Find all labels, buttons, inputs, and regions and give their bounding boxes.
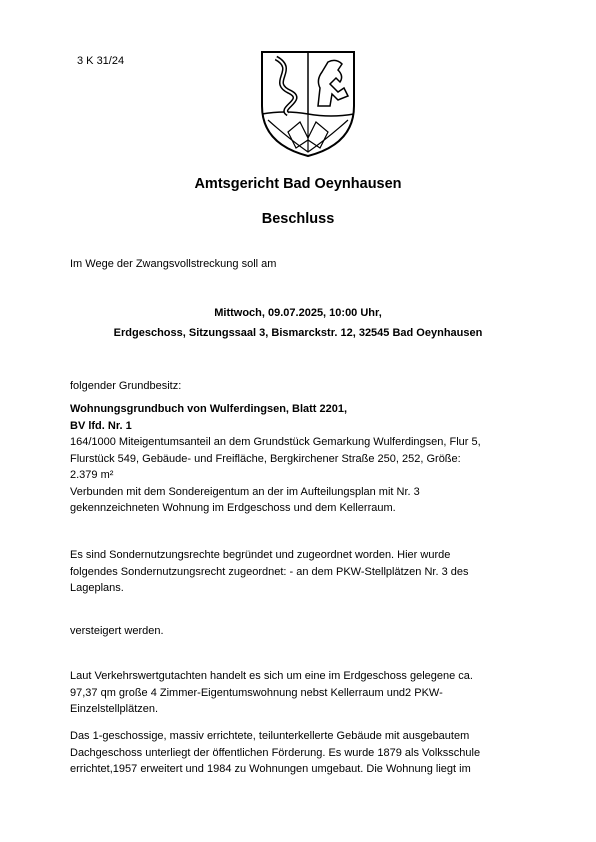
auction-date: Mittwoch, 09.07.2025, 10:00 Uhr, xyxy=(214,307,382,319)
property-intro: folgender Grundbesitz: xyxy=(70,380,182,392)
valuation-line: Laut Verkehrswertgutachten handelt es sich um eine im Erdgeschoss gelegene ca. xyxy=(70,670,473,682)
intro-text: Im Wege der Zwangsvollstreckung soll am xyxy=(70,258,277,270)
bv-number: BV lfd. Nr. 1 xyxy=(70,419,132,432)
property-line: 164/1000 Miteigentumsanteil an dem Grundstück Gemarkung Wulferdingsen, Flur 5, xyxy=(70,436,481,448)
building-line: errichtet,1957 erweitert und 1984 zu Wohnungen umgebaut. Die Wohnung liegt im xyxy=(70,763,471,775)
valuation-line: 97,37 qm große 4 Zimmer-Eigentumswohnung nebst Kellerraum und2 PKW- xyxy=(70,686,443,699)
case-number: 3 K 31/24 xyxy=(77,55,125,67)
document-type-title: Beschluss xyxy=(261,211,335,227)
property-section xyxy=(70,401,540,517)
special-rights-paragraph xyxy=(70,547,540,597)
auction-location: Erdgeschoss, Sitzungssaal 3, Bismarckstr. 12, 32545 Bad Oeynhausen xyxy=(113,327,483,339)
property-line: 2.379 m² xyxy=(70,469,114,481)
property-line: gekennzeichneten Wohnung im Erdgeschoss und dem Kellerraum. xyxy=(70,502,396,514)
auction-text: versteigert werden. xyxy=(70,625,164,637)
land-register-heading: Wohnungsgrundbuch von Wulferdingsen, Blatt 2201, xyxy=(70,403,348,415)
nrw-coat-of-arms-icon xyxy=(258,48,358,160)
special-rights-line: Es sind Sondernutzungsrechte begründet und zugeordnet worden. Hier wurde xyxy=(70,549,451,561)
court-name: Amtsgericht Bad Oeynhausen xyxy=(194,176,402,192)
special-rights-line: Lageplans. xyxy=(70,582,124,594)
property-line: Verbunden mit dem Sondereigentum an der im Aufteilungsplan mit Nr. 3 xyxy=(70,485,420,498)
building-line: Das 1-geschossige, massiv errichtete, teilunterkellerte Gebäude mit ausgebautem xyxy=(70,730,470,742)
special-rights-line: folgendes Sondernutzungsrecht zugeordnet: - an dem PKW-Stellplätzen Nr. 3 des xyxy=(70,565,469,578)
building-line: Dachgeschoss unterliegt der öffentlichen Förderung. Es wurde 1879 als Volksschule xyxy=(70,746,481,759)
property-line: Flurstück 549, Gebäude- und Freifläche, Bergkirchener Straße 250, 252, Größe: xyxy=(70,452,461,465)
building-paragraph xyxy=(70,728,540,778)
valuation-line: Einzelstellplätzen. xyxy=(70,703,159,715)
valuation-paragraph xyxy=(70,668,540,718)
